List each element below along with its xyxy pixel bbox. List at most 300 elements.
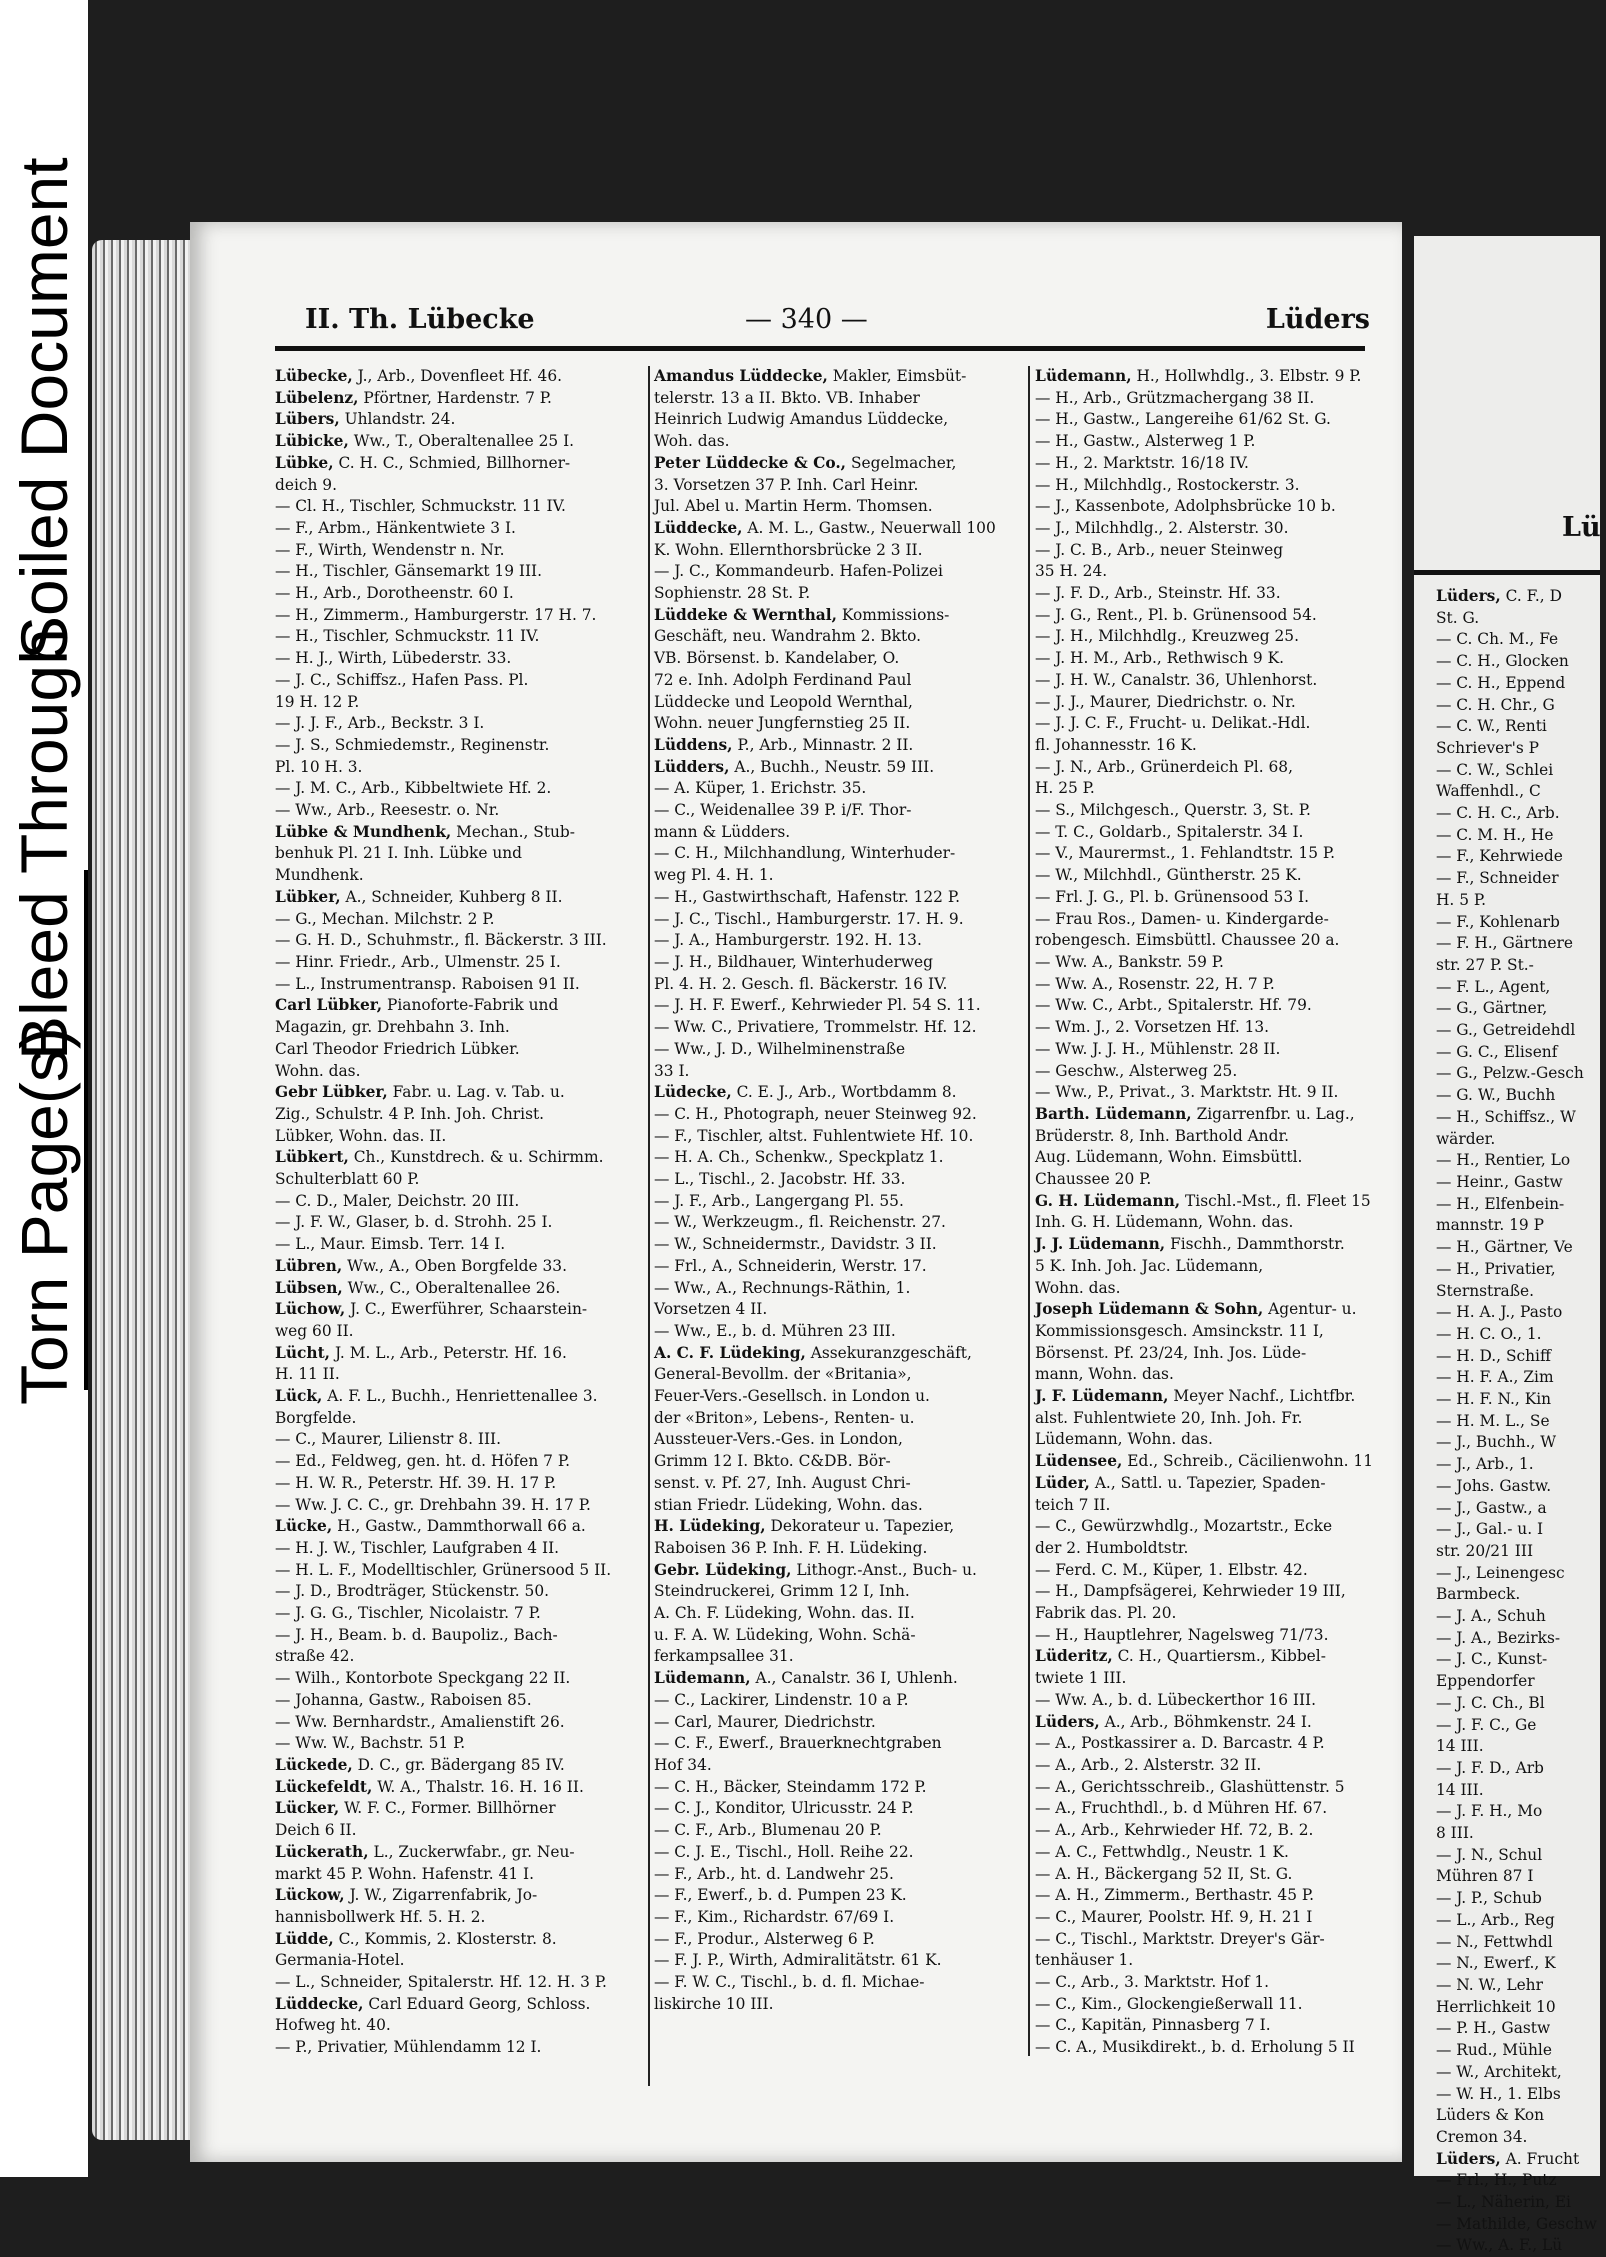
bleed-through-label: Bleed Through xyxy=(7,628,81,1060)
directory-entry: — J. H., Milchhdlg., Kreuzweg 25. xyxy=(1035,627,1299,646)
directory-entry: — L., Tischl., 2. Jacobstr. Hf. 33. xyxy=(654,1170,906,1189)
directory-entry: — C., Arb., 3. Marktstr. Hof 1. xyxy=(1035,1973,1270,1992)
directory-entry: Lübke, C. H. C., Schmied, Billhorner- xyxy=(275,453,571,472)
directory-entry: — C., Kapitän, Pinnasberg 7 I. xyxy=(1035,2016,1271,2035)
directory-entry: Lübicke, Ww., T., Oberaltenallee 25 I. xyxy=(275,432,575,451)
directory-entry: 8 III. xyxy=(1436,1824,1474,1843)
directory-entry: — S., Milchgesch., Querstr. 3, St. P. xyxy=(1035,801,1311,820)
directory-entry: Lüdemann, Wohn. das. xyxy=(1035,1430,1213,1449)
directory-entry: — J. J. F., Arb., Beckstr. 3 I. xyxy=(275,714,485,733)
directory-entry: — C. W., Schlei xyxy=(1436,760,1554,779)
directory-entry: Schriever's P xyxy=(1436,738,1540,757)
directory-entry: Fabrik das. Pl. 20. xyxy=(1035,1604,1177,1623)
directory-entry: Lüders, A., Arb., Böhmkenstr. 24 I. xyxy=(1035,1712,1312,1731)
directory-entry: Herrlichkeit 10 xyxy=(1436,1997,1556,2016)
directory-entry: Wohn. das. xyxy=(1035,1278,1121,1297)
directory-entry: Lückow, J. W., Zigarrenfabrik, Jo- xyxy=(275,1886,538,1905)
directory-entry: — J. S., Schmiedemstr., Reginenstr. xyxy=(275,735,550,754)
directory-entry: — J. M. C., Arb., Kibbeltwiete Hf. 2. xyxy=(275,779,552,798)
directory-entry: — J. C., Kunst- xyxy=(1436,1650,1548,1669)
directory-entry: weg 60 II. xyxy=(275,1321,354,1340)
directory-entry: Hofweg ht. 40. xyxy=(275,2016,391,2035)
directory-entry: Lübsen, Ww., C., Oberaltenallee 26. xyxy=(275,1278,561,1297)
directory-entry: H. Lüdeking, Dekorateur u. Tapezier, xyxy=(654,1517,955,1536)
directory-column-3 xyxy=(1035,366,1393,2066)
directory-entry: — H. F. A., Zim xyxy=(1436,1368,1554,1387)
directory-entry: — H., Arb., Dorotheenstr. 60 I. xyxy=(275,584,514,603)
directory-entry: Eppendorfer xyxy=(1436,1672,1535,1691)
directory-entry: weg Pl. 4. H. 1. xyxy=(654,866,774,885)
directory-entry: — C. H., Eppend xyxy=(1436,673,1566,692)
directory-entry: — J. G., Rent., Pl. b. Grünensood 54. xyxy=(1035,605,1317,624)
directory-entry: — Ww. Bernhardstr., Amalienstift 26. xyxy=(275,1712,565,1731)
directory-entry: 35 H. 24. xyxy=(1035,562,1108,581)
directory-entry: 33 I. xyxy=(654,1061,690,1080)
directory-entry: — A., Gerichtsschreib., Glashüttenstr. 5 xyxy=(1035,1777,1345,1796)
directory-entry: — J. C., Kommandeurb. Hafen-Polizei xyxy=(654,562,943,581)
directory-entry: — J. F. H., Mo xyxy=(1436,1802,1543,1821)
directory-entry: — C., Maurer, Lilienstr 8. III. xyxy=(275,1430,501,1449)
directory-entry: — J. F. D., Arb., Steinstr. Hf. 33. xyxy=(1035,584,1281,603)
directory-entry: — C. H., Glocken xyxy=(1436,652,1569,671)
directory-entry: — C. H., Milchhandlung, Winterhuder- xyxy=(654,844,956,863)
directory-entry: — J. C., Tischl., Hamburgerstr. 17. H. 9. xyxy=(654,909,964,928)
directory-entry: — Frl., A., Schneiderin, Werstr. 17. xyxy=(654,1256,927,1275)
directory-entry: Lüders, A. Frucht xyxy=(1436,2149,1580,2168)
directory-entry: — C. J. E., Tischl., Holl. Reihe 22. xyxy=(654,1842,914,1861)
directory-entry: — F. J. P., Wirth, Admiralitätstr. 61 K. xyxy=(654,1951,942,1970)
directory-entry: — A. H., Bäckergang 52 II, St. G. xyxy=(1035,1864,1293,1883)
directory-entry: Inh. G. H. Lüdemann, Wohn. das. xyxy=(1035,1213,1294,1232)
directory-entry: — F. W. C., Tischl., b. d. fl. Michae- xyxy=(654,1973,925,1992)
directory-entry: — J., Milchhdlg., 2. Alsterstr. 30. xyxy=(1035,518,1289,537)
directory-entry: — Ww. C., Privatiere, Trommelstr. Hf. 12. xyxy=(654,1018,977,1037)
directory-entry: — L., Arb., Reg xyxy=(1436,1910,1555,1929)
directory-entry: Lüdemann, A., Canalstr. 36 I, Uhlenh. xyxy=(654,1669,958,1688)
directory-entry: — Ww., Arb., Reesestr. o. Nr. xyxy=(275,801,500,820)
directory-entry: — C., Kim., Glockengießerwall 11. xyxy=(1035,1994,1303,2013)
directory-entry: — Frl., H., Putz xyxy=(1436,2171,1557,2190)
directory-entry: benhuk Pl. 21 I. Inh. Lübke und xyxy=(275,844,522,863)
directory-entry: — J. F. W., Glaser, b. d. Strohh. 25 I. xyxy=(275,1213,553,1232)
directory-entry: Lücke, H., Gastw., Dammthorwall 66 a. xyxy=(275,1517,586,1536)
directory-entry: — J. P., Schub xyxy=(1436,1889,1542,1908)
directory-entry: — F., Kohlenarb xyxy=(1436,912,1560,931)
directory-entry: — C., Gewürzwhdlg., Mozartstr., Ecke xyxy=(1035,1517,1333,1536)
directory-entry: — J., Gastw., a xyxy=(1436,1498,1547,1517)
directory-entry: — A. C., Fettwhdlg., Neustr. 1 K. xyxy=(1035,1842,1289,1861)
directory-entry: — W., Werkzeugm., fl. Reichenstr. 27. xyxy=(654,1213,946,1232)
directory-entry: Peter Lüddecke & Co., Segelmacher, xyxy=(654,453,957,472)
directory-entry: Vorsetzen 4 II. xyxy=(654,1300,768,1319)
directory-entry: — C. M. H., He xyxy=(1436,825,1554,844)
directory-entry: straße 42. xyxy=(275,1647,355,1666)
directory-column-2 xyxy=(654,366,1024,2066)
directory-entry: — Mathilde, Geschw xyxy=(1436,2214,1597,2233)
directory-entry: — A., Arb., 2. Alsterstr. 32 II. xyxy=(1035,1756,1262,1774)
column-divider xyxy=(648,366,650,2086)
directory-entry: — Ww. C., Arbt., Spitalerstr. Hf. 79. xyxy=(1035,996,1312,1015)
directory-entry: Brüderstr. 8, Inh. Barthold Andr. xyxy=(1035,1126,1290,1145)
directory-entry: Lüddecke, Carl Eduard Georg, Schloss. xyxy=(275,1994,591,2013)
directory-entry: — J. J., Maurer, Diedrichstr. o. Nr. xyxy=(1035,692,1296,711)
directory-entry: Lück, A. F. L., Buchh., Henriettenallee 3. xyxy=(275,1387,598,1406)
directory-entry: Mundhenk. xyxy=(275,866,364,885)
header-rule xyxy=(275,346,1365,351)
directory-entry: — Johs. Gastw. xyxy=(1436,1476,1552,1495)
directory-entry: Carl Lübker, Pianoforte-Fabrik und xyxy=(275,996,559,1015)
directory-entry: Lüdde, C., Kommis, 2. Klosterstr. 8. xyxy=(275,1929,557,1948)
directory-entry: — A., Fruchthdl., b. d Mühren Hf. 67. xyxy=(1035,1799,1328,1818)
directory-entry: — W., Milchhdl., Güntherstr. 25 K. xyxy=(1035,866,1302,885)
directory-entry: Lüddecke, A. M. L., Gastw., Neuerwall 100 xyxy=(654,518,996,537)
directory-entry: Raboisen 36 P. Inh. F. H. Lüdeking. xyxy=(654,1538,928,1557)
directory-entry: Lübelenz, Pförtner, Hardenstr. 7 P. xyxy=(275,388,552,407)
directory-entry: — C. F., Arb., Blumenau 20 P. xyxy=(654,1821,882,1840)
directory-entry: — J. G. G., Tischler, Nicolaistr. 7 P. xyxy=(275,1604,541,1623)
directory-entry: — Wm. J., 2. Vorsetzen Hf. 13. xyxy=(1035,1018,1270,1037)
directory-entry: — Heinr., Gastw xyxy=(1436,1172,1563,1191)
directory-entry: — Carl, Maurer, Diedrichstr. xyxy=(654,1712,876,1731)
directory-entry: — J., Buchh., W xyxy=(1436,1433,1557,1452)
directory-entry: — H., Rentier, Lo xyxy=(1436,1151,1571,1170)
directory-entry: — F., Schneider xyxy=(1436,869,1559,888)
directory-entry: Sophienstr. 28 St. P. xyxy=(654,584,811,603)
directory-entry: Lüdders, A., Buchh., Neustr. 59 III. xyxy=(654,757,935,776)
directory-entry: — H. C. O., 1. xyxy=(1436,1324,1542,1343)
directory-entry: — J. H., Beam. b. d. Baupoliz., Bach- xyxy=(275,1625,558,1644)
directory-entry: — Rud., Mühle xyxy=(1436,2041,1552,2060)
directory-entry: — Ww. A., b. d. Lübeckerthor 16 III. xyxy=(1035,1690,1317,1709)
directory-entry: VB. Börsenst. b. Kandelaber, O. xyxy=(654,649,900,668)
directory-entry: Lücker, W. F. C., Former. Billhörner xyxy=(275,1799,556,1818)
directory-entry: — H. J., Wirth, Lübederstr. 33. xyxy=(275,649,512,668)
directory-entry: 72 e. Inh. Adolph Ferdinand Paul xyxy=(654,670,912,689)
directory-entry: — F., Wirth, Wendenstr n. Nr. xyxy=(275,540,505,559)
directory-entry: — H. L. F., Modelltischler, Grünersood 5 II. xyxy=(275,1560,612,1579)
directory-entry: Wohn. das. xyxy=(275,1061,361,1080)
header-running-head: Lüders xyxy=(1265,304,1370,335)
directory-entry: — C. H. C., Arb. xyxy=(1436,804,1560,823)
directory-entry: Kommissionsgesch. Amsinckstr. 11 I, xyxy=(1035,1321,1324,1340)
directory-entry: Jul. Abel u. Martin Herm. Thomsen. xyxy=(654,497,933,516)
directory-entry: — Ferd. C. M., Küper, 1. Elbstr. 42. xyxy=(1035,1560,1308,1579)
directory-entry: — A. H., Zimmerm., Berthastr. 45 P. xyxy=(1035,1886,1315,1905)
directory-entry: — C. W., Renti xyxy=(1436,717,1547,736)
directory-entry: — G. H. D., Schuhmstr., fl. Bäckerstr. 3 III. xyxy=(275,931,607,950)
directory-entry: — H. M. L., Se xyxy=(1436,1411,1550,1430)
directory-entry: markt 45 P. Wohn. Hafenstr. 41 I. xyxy=(275,1864,534,1883)
directory-entry: Heinrich Ludwig Amandus Lüddecke, xyxy=(654,410,949,429)
directory-entry: Gebr Lübker, Fabr. u. Lag. v. Tab. u. xyxy=(275,1083,565,1102)
directory-entry: — C., Maurer, Poolstr. Hf. 9, H. 21 I xyxy=(1035,1907,1313,1926)
directory-entry: — J. H. F. Ewerf., Kehrwieder Pl. 54 S. 11. xyxy=(654,996,981,1015)
directory-entry: Barmbeck. xyxy=(1436,1585,1521,1604)
directory-entry: — G., Getreidehdl xyxy=(1436,1021,1576,1040)
directory-entry: Lüdensee, Ed., Schreib., Cäcilienwohn. 11 xyxy=(1035,1452,1374,1471)
directory-entry: — A., Postkassirer a. D. Barcastr. 4 P. xyxy=(1035,1734,1325,1753)
directory-entry: Zig., Schulstr. 4 P. Inh. Joh. Christ. xyxy=(275,1104,545,1123)
directory-entry: — G., Pelzw.-Gesch xyxy=(1436,1064,1584,1083)
directory-entry: telerstr. 13 a II. Bkto. VB. Inhaber xyxy=(654,388,920,407)
directory-entry: — F., Arb., ht. d. Landwehr 25. xyxy=(654,1864,894,1883)
directory-entry: General-Bevollm. der «Britania», xyxy=(654,1365,912,1384)
directory-entry: — V., Maurermst., 1. Fehlandtstr. 15 P. xyxy=(1035,844,1336,863)
directory-entry: — L., Näherin, Ei xyxy=(1436,2193,1571,2212)
directory-entry: — Ed., Feldweg, gen. ht. d. Höfen 7 P. xyxy=(275,1452,570,1471)
directory-entry: twiete 1 III. xyxy=(1035,1669,1127,1688)
directory-entry: — C. H., Photograph, neuer Steinweg 92. xyxy=(654,1104,977,1123)
directory-entry: — H., Schiffsz., W xyxy=(1436,1107,1576,1126)
directory-entry: — F., Ewerf., b. d. Pumpen 23 K. xyxy=(654,1886,907,1905)
directory-entry: — J. H. W., Canalstr. 36, Uhlenhorst. xyxy=(1035,670,1318,689)
directory-entry: Feuer-Vers.-Gesellsch. in London u. xyxy=(654,1387,930,1406)
directory-entry: — J. A., Bezirks- xyxy=(1436,1628,1561,1647)
directory-entry: mann, Wohn. das. xyxy=(1035,1365,1174,1384)
directory-entry: Amandus Lüddecke, Makler, Eimsbüt- xyxy=(654,367,967,385)
directory-entry: Aussteuer-Vers.-Ges. in London, xyxy=(654,1430,903,1449)
directory-entry: — W., Schneidermstr., Davidstr. 3 II. xyxy=(654,1235,937,1254)
directory-entry: — C. A., Musikdirekt., b. d. Erholung 5 II xyxy=(1035,2038,1355,2057)
directory-entry: Lübren, Ww., A., Oben Borgfelde 33. xyxy=(275,1256,567,1275)
directory-entry: Germania-Hotel. xyxy=(275,1951,405,1970)
directory-entry: — C. Ch. M., Fe xyxy=(1436,630,1559,649)
directory-entry: Lüddecke und Leopold Wernthal, xyxy=(654,692,913,711)
directory-entry: Aug. Lüdemann, Wohn. Eimsbüttl. xyxy=(1035,1148,1303,1167)
directory-entry: — F., Tischler, altst. Fuhlentwiete Hf. 10. xyxy=(654,1126,974,1145)
directory-entry: — Geschw., Alsterweg 25. xyxy=(1035,1061,1238,1080)
directory-entry: Magazin, gr. Drehbahn 3. Inh. xyxy=(275,1018,510,1037)
directory-entry: Barth. Lüdemann, Zigarrenfbr. u. Lag., xyxy=(1035,1104,1355,1123)
directory-entry: — P., Privatier, Mühlendamm 12 I. xyxy=(275,2038,542,2057)
directory-entry: Lückefeldt, W. A., Thalstr. 16. H. 16 II. xyxy=(275,1777,584,1796)
adjacent-page-column xyxy=(1436,586,1606,2257)
directory-entry: — C., Lackirer, Lindenstr. 10 a P. xyxy=(654,1690,909,1709)
directory-entry: — H. J. W., Tischler, Laufgraben 4 II. xyxy=(275,1538,560,1557)
directory-entry: — H., Arb., Grützmachergang 38 II. xyxy=(1035,388,1315,407)
page-header xyxy=(305,304,1370,348)
directory-entry: — Ww., J. D., Wilhelminenstraße xyxy=(654,1039,906,1058)
directory-entry: tenhäuser 1. xyxy=(1035,1951,1134,1970)
directory-column-1 xyxy=(275,366,645,2136)
directory-entry: mann & Lüdders. xyxy=(654,822,791,841)
directory-entry: — F. H., Gärtnere xyxy=(1436,934,1573,953)
directory-entry: — N., Fettwhdl xyxy=(1436,1932,1553,1951)
directory-entry: — H., Privatier, xyxy=(1436,1259,1556,1278)
directory-entry: — J. H., Bildhauer, Winterhuderweg xyxy=(654,952,934,971)
directory-entry: — J. C. Ch., Bl xyxy=(1436,1693,1545,1712)
directory-entry: Woh. das. xyxy=(654,432,730,451)
directory-entry: H. 25 P. xyxy=(1035,779,1095,798)
directory-entry: — N. W., Lehr xyxy=(1436,1976,1543,1994)
directory-entry: — Ww., A., Rechnungs-Räthin, 1. xyxy=(654,1278,911,1297)
directory-entry: — J. N., Arb., Grünerdeich Pl. 68, xyxy=(1035,757,1293,776)
directory-entry: — C. D., Maler, Deichstr. 20 III. xyxy=(275,1191,520,1210)
directory-entry: Lübker, Wohn. das. II. xyxy=(275,1126,447,1145)
directory-entry: — Ww., A. F., Lü xyxy=(1436,2236,1563,2255)
directory-entry: — H. W. R., Peterstr. Hf. 39. H. 17 P. xyxy=(275,1473,557,1492)
directory-entry: hannisbollwerk Hf. 5. H. 2. xyxy=(275,1907,486,1926)
directory-entry: — J. C. B., Arb., neuer Steinweg xyxy=(1035,540,1284,559)
directory-entry: — H., Gärtner, Ve xyxy=(1436,1238,1573,1257)
directory-entry: — H., Elfenbein- xyxy=(1436,1194,1565,1213)
directory-entry: G. H. Lüdemann, Tischl.-Mst., fl. Fleet 15 xyxy=(1035,1191,1371,1210)
directory-entry: Sternstraße. xyxy=(1436,1281,1535,1300)
directory-entry: — Ww. A., Bankstr. 59 P. xyxy=(1035,952,1224,971)
directory-entry: — G., Gärtner, xyxy=(1436,999,1548,1018)
directory-entry: — P. H., Gastw xyxy=(1436,2019,1551,2038)
directory-entry: Cremon 34. xyxy=(1436,2127,1528,2146)
directory-entry: J. F. Lüdemann, Meyer Nachf., Lichtfbr. xyxy=(1035,1387,1356,1406)
directory-entry: Lücht, J. M. L., Arb., Peterstr. Hf. 16. xyxy=(275,1343,567,1362)
directory-entry: ferkampsallee 31. xyxy=(654,1647,794,1666)
directory-entry: Pl. 10 H. 3. xyxy=(275,757,363,776)
directory-entry: — H., 2. Marktstr. 16/18 IV. xyxy=(1035,453,1249,472)
directory-entry: St. G. xyxy=(1436,608,1480,627)
directory-entry: J. J. Lüdemann, Fischh., Dammthorstr. xyxy=(1035,1235,1345,1254)
directory-entry: — J. H. M., Arb., Rethwisch 9 K. xyxy=(1035,649,1284,668)
directory-entry: Lüder, A., Sattl. u. Tapezier, Spaden- xyxy=(1035,1473,1326,1492)
directory-entry: — Ww. J. J. H., Mühlenstr. 28 II. xyxy=(1035,1039,1281,1058)
directory-entry: — J. A., Hamburgerstr. 192. H. 13. xyxy=(654,931,922,950)
adjacent-page xyxy=(1414,236,1601,2255)
directory-entry: — Hinr. Friedr., Arb., Ulmenstr. 25 I. xyxy=(275,952,561,971)
directory-entry: — C. H., Bäcker, Steindamm 172 P. xyxy=(654,1777,927,1796)
directory-entry: — J., Gal.- u. I xyxy=(1436,1520,1544,1539)
directory-entry: — H., Gastwirthschaft, Hafenstr. 122 P. xyxy=(654,887,960,906)
directory-entry: — H. D., Schiff xyxy=(1436,1346,1551,1365)
directory-entry: Deich 6 II. xyxy=(275,1821,357,1840)
directory-entry: 3. Vorsetzen 37 P. Inh. Carl Heinr. xyxy=(654,475,919,494)
directory-entry: — H. A. J., Pasto xyxy=(1436,1303,1563,1322)
directory-entry: — H., Tischler, Schmuckstr. 11 IV. xyxy=(275,627,540,646)
directory-entry: stian Friedr. Lüdeking, Wohn. das. xyxy=(654,1495,923,1514)
directory-entry: — F., Arbm., Hänkentwiete 3 I. xyxy=(275,518,516,537)
directory-entry: — Ww. J. C. C., gr. Drehbahn 39. H. 17 P. xyxy=(275,1495,591,1514)
directory-entry: — H., Zimmerm., Hamburgerstr. 17 H. 7. xyxy=(275,605,597,624)
directory-entry: Chaussee 20 P. xyxy=(1035,1170,1152,1189)
directory-entry: — C., Tischl., Marktstr. Dreyer's Gär- xyxy=(1035,1929,1325,1948)
directory-entry: Waffenhdl., C xyxy=(1436,782,1541,801)
directory-entry: liskirche 10 III. xyxy=(654,1994,774,2013)
directory-entry: u. F. A. W. Lüdeking, Wohn. Schä- xyxy=(654,1625,916,1644)
directory-entry: — J. D., Brodträger, Stückenstr. 50. xyxy=(275,1582,550,1601)
directory-entry: — F., Kehrwiede xyxy=(1436,847,1563,866)
directory-entry: A. C. F. Lüdeking, Assekuranzgeschäft, xyxy=(654,1343,972,1362)
scan-label-strip xyxy=(0,0,88,2177)
directory-entry: der «Briton», Lebens-, Renten- u. xyxy=(654,1408,915,1427)
torn-pages-label: Torn Page(s) xyxy=(7,1027,81,1405)
directory-entry: Carl Theodor Friedrich Lübker. xyxy=(275,1039,520,1058)
directory-entry: Lübers, Uhlandstr. 24. xyxy=(275,410,456,429)
directory-entry: fl. Johannesstr. 16 K. xyxy=(1035,735,1197,754)
directory-entry: — H., Tischler, Gänsemarkt 19 III. xyxy=(275,562,543,581)
directory-entry: — J. F. C., Ge xyxy=(1436,1715,1537,1734)
directory-entry: — H. A. Ch., Schenkw., Speckplatz 1. xyxy=(654,1148,944,1167)
directory-entry: robengesch. Eimsbüttl. Chaussee 20 a. xyxy=(1035,931,1340,950)
directory-entry: — T. C., Goldarb., Spitalerstr. 34 I. xyxy=(1035,822,1304,841)
directory-entry: Lückerath, L., Zuckerwfabr., gr. Neu- xyxy=(275,1842,575,1861)
directory-entry: Lüddeke & Wernthal, Kommissions- xyxy=(654,605,950,624)
adjacent-header-rule xyxy=(1414,570,1600,575)
directory-entry: Lübker, A., Schneider, Kuhberg 8 II. xyxy=(275,887,563,906)
directory-entry: — L., Maur. Eimsb. Terr. 14 I. xyxy=(275,1235,506,1254)
directory-entry: — A. Küper, 1. Erichstr. 35. xyxy=(654,779,867,798)
directory-entry: — J. A., Schuh xyxy=(1436,1607,1546,1626)
directory-entry: Hof 34. xyxy=(654,1756,712,1774)
directory-entry: — F. L., Agent, xyxy=(1436,977,1551,996)
directory-entry: Wohn. neuer Jungfernstieg 25 II. xyxy=(654,714,911,733)
directory-entry: Lüddens, P., Arb., Minnastr. 2 II. xyxy=(654,735,914,754)
directory-entry: Lüdecke, C. E. J., Arb., Wortbdamm 8. xyxy=(654,1083,957,1102)
header-section: II. Th. Lübecke xyxy=(305,304,535,335)
directory-entry: H. 5 P. xyxy=(1436,890,1487,909)
directory-entry: Lückede, D. C., gr. Bädergang 85 IV. xyxy=(275,1756,565,1774)
directory-entry: str. 20/21 III xyxy=(1436,1541,1534,1560)
directory-entry: — H., Hauptlehrer, Nagelsweg 71/73. xyxy=(1035,1625,1329,1644)
directory-entry: — W. H., 1. Elbs xyxy=(1436,2084,1561,2103)
directory-entry: — Ww., E., b. d. Mühren 23 III. xyxy=(654,1321,896,1340)
directory-entry: — Ww. W., Bachstr. 51 P. xyxy=(275,1734,466,1753)
directory-entry: — G. W., Buchh xyxy=(1436,1086,1556,1105)
directory-entry: — H., Gastw., Alsterweg 1 P. xyxy=(1035,432,1256,451)
directory-entry: Lübecke, J., Arb., Dovenfleet Hf. 46. xyxy=(275,367,563,385)
label-divider xyxy=(84,870,88,1390)
directory-entry: — A., Arb., Kehrwieder Hf. 72, B. 2. xyxy=(1035,1821,1314,1840)
directory-entry: alst. Fuhlentwiete 20, Inh. Joh. Fr. xyxy=(1035,1408,1303,1427)
directory-entry: wärder. xyxy=(1436,1129,1496,1148)
directory-entry: — L., Schneider, Spitalerstr. Hf. 12. H. 3 P. xyxy=(275,1973,607,1992)
directory-entry: — F., Produr., Alsterweg 6 P. xyxy=(654,1929,875,1948)
directory-entry: — F., Kim., Richardstr. 67/69 I. xyxy=(654,1907,895,1926)
directory-entry: teich 7 II. xyxy=(1035,1495,1111,1514)
directory-entry: — Johanna, Gastw., Raboisen 85. xyxy=(275,1690,532,1709)
directory-entry: Schulterblatt 60 P. xyxy=(275,1170,420,1189)
adjacent-page-header: Lü xyxy=(1562,512,1601,543)
directory-entry: — Wilh., Kontorbote Speckgang 22 II. xyxy=(275,1669,571,1688)
directory-entry: Lüchow, J. C., Ewerführer, Schaarstein- xyxy=(275,1300,588,1319)
directory-entry: — G., Mechan. Milchstr. 2 P. xyxy=(275,909,495,928)
directory-entry: deich 9. xyxy=(275,475,337,494)
directory-entry: — H., Gastw., Langereihe 61/62 St. G. xyxy=(1035,410,1331,429)
directory-entry: — J. J. C. F., Frucht- u. Delikat.-Hdl. xyxy=(1035,714,1311,733)
directory-entry: — J. F., Arb., Langergang Pl. 55. xyxy=(654,1191,904,1210)
directory-entry: H. 11 II. xyxy=(275,1365,340,1384)
directory-entry: — L., Instrumentransp. Raboisen 91 II. xyxy=(275,974,580,993)
directory-entry: — G. C., Elisenf xyxy=(1436,1042,1558,1061)
directory-entry: Lüders & Kon xyxy=(1436,2106,1545,2125)
directory-entry: — J. N., Schul xyxy=(1436,1845,1543,1864)
directory-entry: Pl. 4. H. 2. Gesch. fl. Bäckerstr. 16 IV. xyxy=(654,974,948,993)
directory-entry: Lüders, C. F., D xyxy=(1436,587,1562,605)
directory-entry: — Frau Ros., Damen- u. Kindergarde- xyxy=(1035,909,1329,928)
directory-entry: — N., Ewerf., K xyxy=(1436,1954,1556,1973)
soiled-document-label: Soiled Document xyxy=(7,157,81,660)
directory-entry: — Cl. H., Tischler, Schmuckstr. 11 IV. xyxy=(275,497,566,516)
directory-entry: Steindruckerei, Grimm 12 I, Inh. xyxy=(654,1582,910,1601)
directory-entry: — C. H. Chr., G xyxy=(1436,695,1555,714)
directory-entry: Lübke & Mundhenk, Mechan., Stub- xyxy=(275,822,575,841)
directory-entry: Lüdemann, H., Hollwhdlg., 3. Elbstr. 9 P. xyxy=(1035,367,1362,385)
directory-entry: 14 III. xyxy=(1436,1780,1484,1799)
column-divider xyxy=(1028,366,1030,2056)
directory-entry: — Frl. J. G., Pl. b. Grünensood 53 I. xyxy=(1035,887,1310,906)
directory-entry: A. Ch. F. Lüdeking, Wohn. das. II. xyxy=(654,1604,915,1623)
directory-entry: — W., Architekt, xyxy=(1436,2062,1562,2081)
directory-entry: — H., Milchhdlg., Rostockerstr. 3. xyxy=(1035,475,1300,494)
directory-entry: 14 III. xyxy=(1436,1737,1484,1756)
directory-entry: — J., Arb., 1. xyxy=(1436,1455,1534,1474)
